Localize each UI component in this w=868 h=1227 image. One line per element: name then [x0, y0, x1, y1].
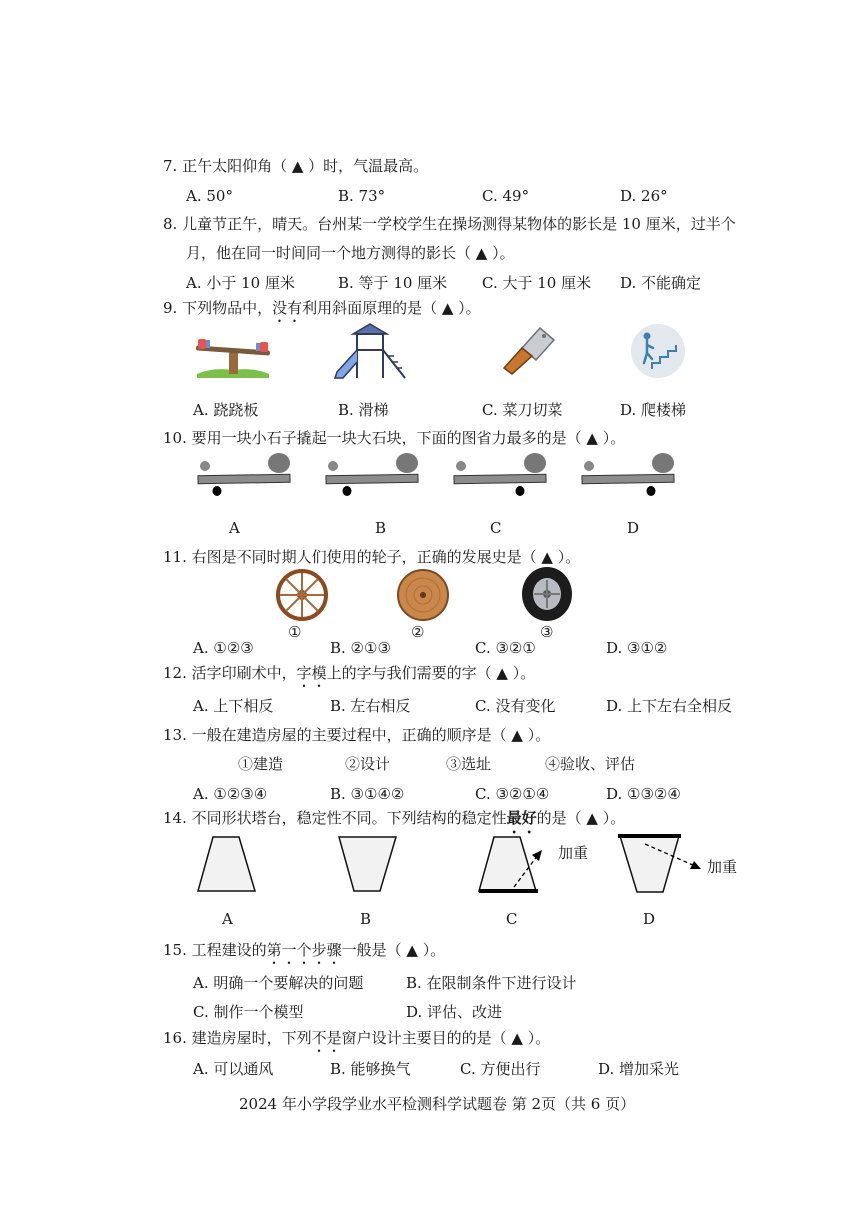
- q15-stem: 15. 工程建设的第一个步骤一般是（ ▲ ）。: [163, 941, 446, 959]
- q13-option-d: D. ①③②④: [606, 785, 681, 803]
- q14-label-a: A: [222, 910, 233, 928]
- q7-stem: 7. 正午太阳仰角（ ▲ ）时，气温最高。: [163, 157, 429, 175]
- q8-option-a: A. 小于 10 厘米: [186, 274, 295, 292]
- tower-shape-d: [617, 832, 705, 896]
- q13-option-b: B. ③①④②: [330, 785, 405, 803]
- q12-option-c: C. 没有变化: [475, 697, 556, 715]
- q11-option-d: D. ③①②: [606, 639, 668, 657]
- q16-option-b: B. 能够换气: [330, 1060, 411, 1078]
- q7-option-c: C. 49°: [482, 187, 530, 205]
- q11-wheel-label-3: ③: [540, 623, 554, 641]
- q15-option-d: D. 评估、改进: [406, 1003, 503, 1021]
- q10-label-d: D: [627, 519, 640, 537]
- rubber-tire-icon: [520, 566, 574, 622]
- slide-icon: [333, 322, 407, 380]
- q8-stem-line2: 月，他在同一时间同一个地方测得的影长（ ▲ ）。: [186, 244, 515, 262]
- q16-option-a: A. 可以通风: [193, 1060, 274, 1078]
- q10-label-a: A: [229, 519, 240, 537]
- q16-stem: 16. 建造房屋时，下列不是窗户设计主要目的的是（ ▲ ）。: [163, 1029, 551, 1047]
- q9-stem: 9. 下列物品中，没有利用斜面原理的是（ ▲ ）。: [163, 299, 481, 317]
- q11-option-a: A. ①②③: [193, 639, 254, 657]
- lever-figure-d: [580, 452, 676, 498]
- page-footer: 2024 年小学段学业水平检测科学试题卷 第 2页（共 6 页）: [239, 1095, 636, 1113]
- q14-weight-label-d: 加重: [707, 858, 738, 876]
- q12-emphasis: 字模: [296, 664, 327, 682]
- q7-option-b: B. 73°: [338, 187, 386, 205]
- q14-weight-label-c: 加重: [558, 844, 589, 862]
- q8-option-d: D. 不能确定: [620, 274, 702, 292]
- tower-shape-c: [476, 835, 546, 897]
- q14-stem: 14. 不同形状塔台，稳定性不同。下列结构的稳定性最好的是（ ▲ ）。: [163, 809, 626, 827]
- q7-option-d: D. 26°: [620, 187, 668, 205]
- q12-option-a: A. 上下相反: [193, 697, 274, 715]
- q9-option-d: D. 爬楼梯: [620, 401, 687, 419]
- q15-emphasis: 第一个步骤: [266, 941, 342, 959]
- q13-step-1: ①建造: [238, 755, 284, 773]
- q11-option-c: C. ③②①: [475, 639, 536, 657]
- q16-option-d: D. 增加采光: [598, 1060, 680, 1078]
- q13-option-a: A. ①②③④: [193, 785, 268, 803]
- q10-label-c: C: [490, 519, 502, 537]
- tower-shape-b: [336, 835, 400, 895]
- q13-step-4: ④验收、评估: [545, 755, 636, 773]
- q8-stem-line1: 8. 儿童节正午，晴天。台州某一学校学生在操场测得某物体的影长是 10 厘米，过半个: [163, 215, 736, 233]
- lever-figure-a: [196, 452, 292, 498]
- q16-option-c: C. 方便出行: [460, 1060, 541, 1078]
- q14-emphasis: 最好: [506, 809, 537, 827]
- lever-figure-b: [324, 452, 420, 498]
- solid-wood-wheel-icon: [396, 568, 450, 622]
- q14-label-d: D: [643, 910, 656, 928]
- q10-stem: 10. 要用一块小石子撬起一块大石块，下面的图省力最多的是（ ▲ ）。: [163, 429, 626, 447]
- q10-label-b: B: [375, 519, 387, 537]
- q7-option-a: A. 50°: [186, 187, 233, 205]
- q11-wheel-label-1: ①: [288, 623, 302, 641]
- q13-option-c: C. ③②①④: [475, 785, 550, 803]
- q9-emphasis: 没有: [272, 299, 303, 317]
- lever-figure-c: [452, 452, 548, 498]
- q12-option-b: B. 左右相反: [330, 697, 411, 715]
- q13-step-3: ③选址: [446, 755, 492, 773]
- q12-option-d: D. 上下左右全相反: [606, 697, 733, 715]
- q15-option-a: A. 明确一个要解决的问题: [193, 974, 364, 992]
- seesaw-icon: [193, 334, 273, 380]
- q13-step-2: ②设计: [345, 755, 391, 773]
- q11-option-b: B. ②①③: [330, 639, 391, 657]
- q11-wheel-label-2: ②: [411, 623, 425, 641]
- q11-stem: 11. 右图是不同时期人们使用的轮子，正确的发展史是（ ▲ ）。: [163, 548, 581, 566]
- q12-stem: 12. 活字印刷术中，字模上的字与我们需要的字（ ▲ ）。: [163, 664, 536, 682]
- stairs-icon: [630, 323, 686, 379]
- q14-label-c: C: [506, 910, 518, 928]
- q9-option-b: B. 滑梯: [338, 401, 389, 419]
- wooden-spoked-wheel-icon: [273, 568, 331, 622]
- tower-shape-a: [195, 835, 259, 895]
- q9-option-c: C. 菜刀切菜: [482, 401, 563, 419]
- q9-option-a: A. 跷跷板: [193, 401, 259, 419]
- q15-option-c: C. 制作一个模型: [193, 1003, 304, 1021]
- q15-option-b: B. 在限制条件下进行设计: [406, 974, 577, 992]
- q8-option-c: C. 大于 10 厘米: [482, 274, 592, 292]
- q13-stem: 13. 一般在建造房屋的主要过程中，正确的顺序是（ ▲ ）。: [163, 726, 551, 744]
- q8-option-b: B. 等于 10 厘米: [338, 274, 448, 292]
- q16-emphasis: 不是: [311, 1029, 342, 1047]
- cleaver-icon: [500, 326, 556, 376]
- q14-label-b: B: [360, 910, 372, 928]
